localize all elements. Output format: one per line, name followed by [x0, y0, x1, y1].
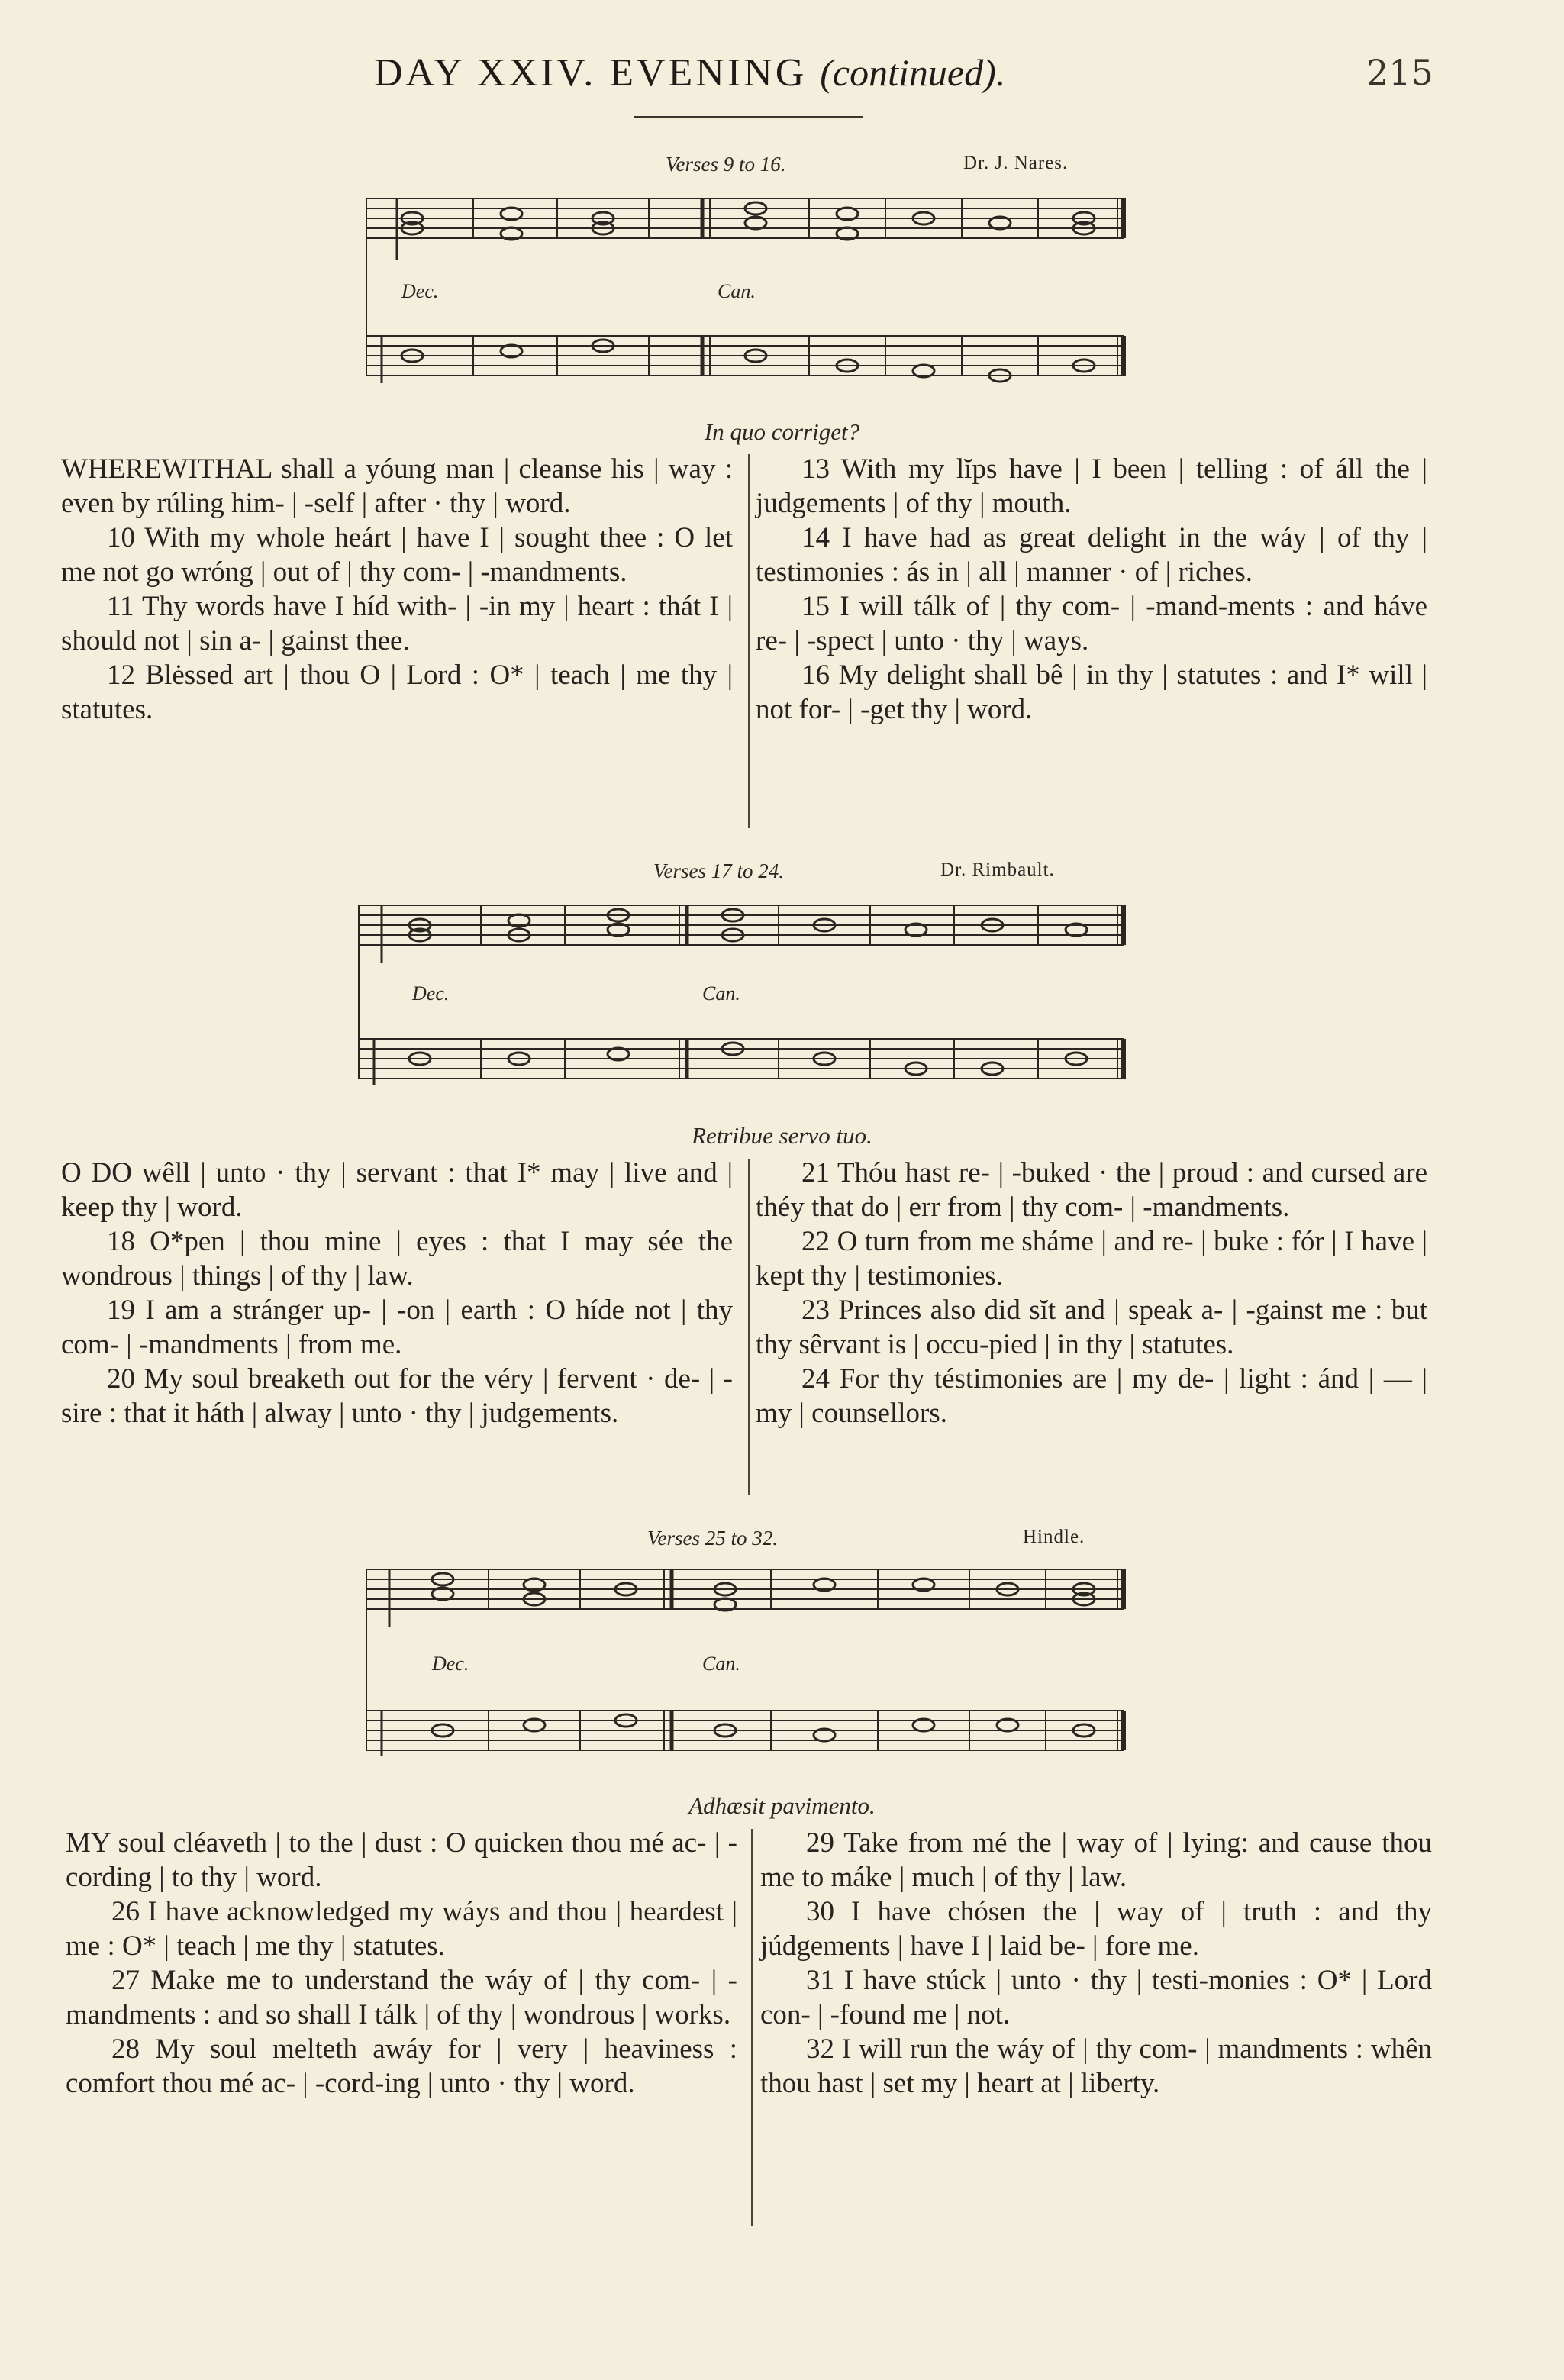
column-divider-3 [751, 1829, 753, 2226]
page-title-main: DAY XXIV. EVENING [374, 51, 808, 95]
verse-paragraph: 11 Thy words have I híd with- | -in my | heart : thát I | should not | sin a- | gainst thee. [61, 591, 733, 656]
page-header [0, 44, 1564, 105]
verse-paragraph: 18 O*pen | thou mine | eyes : that I may sée the wondrous | things | of thy | law. [61, 1226, 733, 1292]
verse-paragraph: 21 Thóu hast re- | -buked · the | proud : and cursed are théy that do | err from | thy com- | -mandments. [756, 1157, 1427, 1223]
verse-paragraph: 30 I have chósen the | way of | truth : and thy júdgements | have I | laid be- | fore me. [760, 1896, 1432, 1962]
verse-paragraph: MY soul cléaveth | to the | dust : O quicken thou mé ac- | -cording | to thy | word. [66, 1827, 737, 1893]
chant-score-1 [351, 183, 1137, 412]
right-column-3 [760, 1826, 1432, 2101]
verses-range-1: Verses 9 to 16. [666, 153, 786, 176]
composer-2: Dr. Rimbault. [940, 859, 1055, 880]
page-title [374, 50, 1005, 95]
verse-paragraph: 28 My soul melteth awáy for | very | heaviness : comfort thou mé ac- | -cord-ing | unto · thy | word. [66, 2033, 737, 2099]
dec-label-2: Dec. [412, 982, 450, 1005]
verse-paragraph: 29 Take from mé the | way of | lying: and cause thou me to máke | much | of thy | law. [760, 1827, 1432, 1893]
verse-paragraph: 19 I am a stránger up- | -on | earth : O híde not | thy com- | -mandments | from me. [61, 1295, 733, 1360]
verse-paragraph: 10 With my whole heárt | have I | sought thee : O let me not go wróng | out of | thy com- | -mandments. [61, 522, 733, 588]
verse-paragraph: WHEREWITHAL shall a yóung man | cleanse his | way : even by rúling him- | -self | after · thy | word. [61, 453, 733, 519]
verse-paragraph: O DO wêll | unto · thy | servant : that I* may | live and | keep thy | word. [61, 1157, 733, 1223]
verse-paragraph: 13 With my lĭps have | I been | telling : of áll the | judgements | of thy | mouth. [756, 453, 1427, 519]
composer-1: Dr. J. Nares. [963, 153, 1069, 173]
can-label-2: Can. [702, 982, 740, 1005]
left-column-1 [61, 452, 733, 727]
psalm-title-3: Adhæsit pavimento. [688, 1792, 876, 1819]
verse-paragraph: 12 Blėssed art | thou O | Lord : O* | teach | me thy | statutes. [61, 659, 733, 725]
verse-paragraph: 22 O turn from me sháme | and re- | buke : fór | I have | kept thy | testimonies. [756, 1226, 1427, 1292]
chant-score-3 [351, 1554, 1137, 1783]
verse-paragraph: 24 For thy téstimonies are | my de- | light : ánd | — | my | counsellors. [756, 1363, 1427, 1429]
psalm-title-1: In quo corriget? [704, 418, 860, 445]
left-column-3 [66, 1826, 737, 2101]
verses-range-2: Verses 17 to 24. [653, 859, 784, 882]
verse-paragraph: 32 I will run the wáy of | thy com- | mandments : whên thou hast | set my | heart at | liberty. [760, 2033, 1432, 2099]
verse-paragraph: 23 Princes also did sĭt and | speak a- | -gainst me : but thy sêrvant is | occu-pied | in thy | statutes. [756, 1295, 1427, 1360]
column-divider-2 [748, 1159, 750, 1495]
verse-paragraph: 20 My soul breaketh out for the véry | fervent · de- | -sire : that it háth | alway | unto · thy | judgements. [61, 1363, 733, 1429]
psalm-title-2: Retribue servo tuo. [692, 1122, 872, 1149]
verse-paragraph: 27 Make me to understand the wáy of | thy com- | -mandments : and so shall I tálk | of thy | wondrous | works. [66, 1965, 737, 2030]
can-label-1: Can. [718, 280, 756, 302]
right-column-1 [756, 452, 1427, 727]
verse-paragraph: 26 I have acknowledged my wáys and thou | heardest | me : O* | teach | me thy | statutes. [66, 1896, 737, 1962]
column-divider-1 [748, 454, 750, 828]
can-label-3: Can. [702, 1653, 740, 1675]
verse-paragraph: 14 I have had as great delight in the wáy | of thy | testimonies : ás in | all | manner · of | riches. [756, 522, 1427, 588]
left-column-2 [61, 1156, 733, 1430]
verse-paragraph: 31 I have stúck | unto · thy | testi-monies : O* | Lord con- | -found me | not. [760, 1965, 1432, 2030]
composer-3: Hindle. [1023, 1527, 1085, 1547]
chant-score-2 [351, 890, 1137, 1119]
dec-label-3: Dec. [432, 1653, 469, 1675]
page-title-continued: (continued). [820, 51, 1006, 94]
dec-label-1: Dec. [401, 280, 439, 302]
right-column-2 [756, 1156, 1427, 1430]
header-rule [634, 116, 863, 118]
verse-paragraph: 16 My delight shall bê | in thy | statutes : and I* will | not for- | -get thy | word. [756, 659, 1427, 725]
verses-range-3: Verses 25 to 32. [647, 1527, 778, 1550]
verse-paragraph: 15 I will tálk of | thy com- | -mand-ments : and háve re- | -spect | unto · thy | ways. [756, 591, 1427, 656]
page-number: 215 [1366, 52, 1433, 93]
